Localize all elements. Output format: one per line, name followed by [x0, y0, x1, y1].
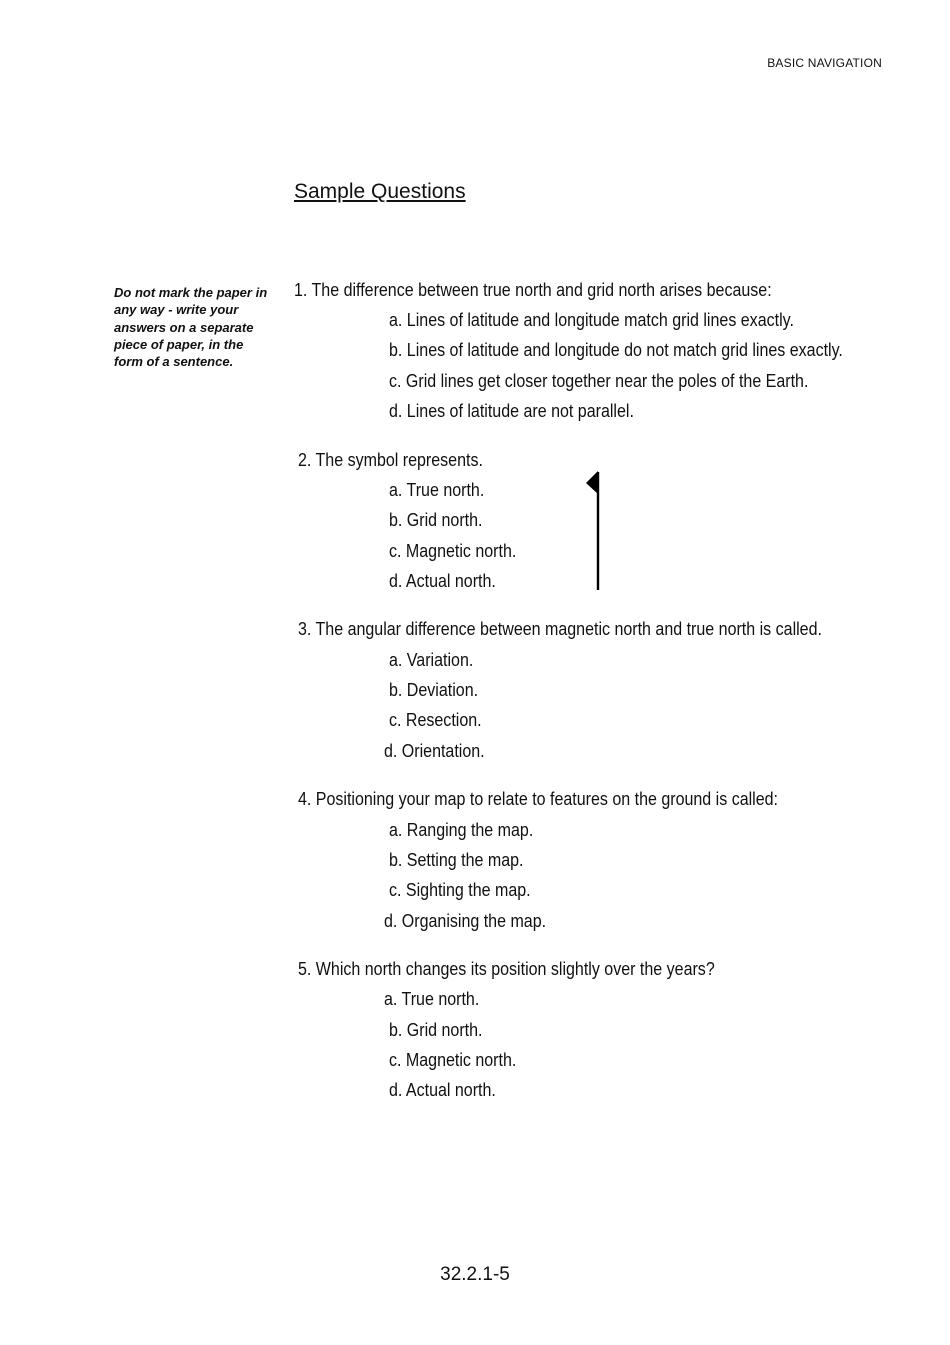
question-text: 4. Positioning your map to relate to features on the ground is called: — [298, 789, 779, 809]
question-2 — [298, 449, 483, 471]
question-text: 2. The symbol represents. — [298, 450, 483, 470]
question-4 — [298, 788, 778, 810]
question-2-option-b: b. Grid north. — [389, 510, 483, 530]
question-2-option-a: a. True north. — [389, 480, 485, 500]
question-5-option-c: c. Magnetic north. — [389, 1050, 517, 1070]
question-3-option-c: c. Resection. — [389, 710, 482, 730]
question-2-option-c: c. Magnetic north. — [389, 541, 517, 561]
question-4-option-a: a. Ranging the map. — [389, 820, 534, 840]
question-5 — [298, 958, 715, 980]
question-1 — [294, 279, 772, 301]
page-number: 32.2.1-5 — [440, 1264, 510, 1285]
question-5-option-a: a. True north. — [384, 989, 480, 1009]
question-3-option-a: a. Variation. — [389, 650, 474, 670]
north-half-arrow-icon — [584, 470, 604, 592]
question-5-option-d: d. Actual north. — [389, 1080, 496, 1100]
question-5-option-b: b. Grid north. — [389, 1020, 483, 1040]
question-1-option-b: b. Lines of latitude and longitude do not match grid lines exactly. — [389, 340, 843, 360]
running-header: BASIC NAVIGATION — [767, 56, 882, 70]
instruction-sidenote: Do not mark the paper in any way - write your answers on a separate piece of paper, in the form of a sentence. — [114, 285, 268, 370]
question-1-option-c: c. Grid lines get closer together near the poles of the Earth. — [389, 371, 809, 391]
question-text: 5. Which north changes its position slightly over the years? — [298, 959, 715, 979]
question-4-option-c: c. Sighting the map. — [389, 880, 531, 900]
question-4-option-d: d. Organising the map. — [384, 911, 547, 931]
question-3 — [298, 618, 822, 640]
question-4-option-b: b. Setting the map. — [389, 850, 524, 870]
question-2-option-d: d. Actual north. — [389, 571, 496, 591]
question-3-option-d: d. Orientation. — [384, 741, 485, 761]
question-1-option-a: a. Lines of latitude and longitude match grid lines exactly. — [389, 310, 794, 330]
question-1-option-d: d. Lines of latitude are not parallel. — [389, 401, 634, 421]
question-3-option-b: b. Deviation. — [389, 680, 479, 700]
question-text: 1. The difference between true north and grid north arises because: — [294, 280, 772, 300]
question-text: 3. The angular difference between magnetic north and true north is called. — [298, 619, 822, 639]
page-title: Sample Questions — [294, 180, 466, 203]
